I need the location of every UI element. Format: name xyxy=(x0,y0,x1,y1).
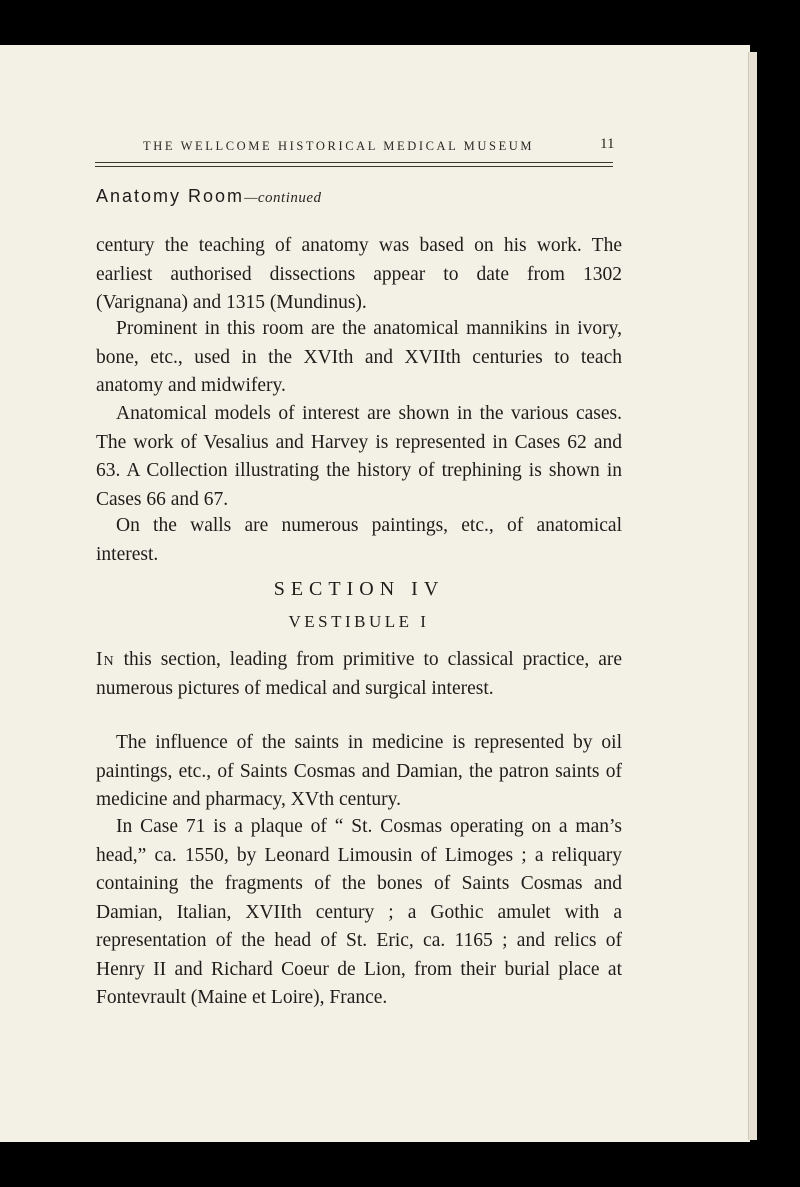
paragraph-2: Prominent in this room are the anatomical mannikins in ivory, bone, etc., used in the XVIth and XVIIth centuries to teach anatomy and midwifery. xyxy=(96,318,622,396)
paragraph-3: Anatomical models of interest are shown in the various cases. The work of Vesalius and Harvey is represented in Cases 62 and 63. A Collection illustrating the history of trephining is shown in Cases 66 and 67. xyxy=(96,403,622,510)
room-heading-continued: —continued xyxy=(244,190,322,206)
page-edge xyxy=(748,52,757,1140)
paragraph-1: century the teaching of anatomy was based on his work. The earliest authorised dissections appear to date from 1302 (Varignana) and 1315 (Mundinus). xyxy=(96,235,622,313)
section-subtitle: VESTIBULE I xyxy=(288,612,430,631)
paragraph-5-body: this section, leading from primitive to classical practice, are numerous pictures of medical and surgical interest. xyxy=(96,649,622,699)
room-heading xyxy=(96,186,322,207)
paragraph-5 xyxy=(96,646,622,703)
paragraph-5-lead: In xyxy=(96,649,115,670)
paragraph-7: In Case 71 is a plaque of “ St. Cosmas operating on a man’s head,” ca. 1550, by Leonard Limousin of Limoges ; a reliquary containing the fragments of the bones of Saints Cosmas and Damian, Italian, XVIIth century ; a Gothic amulet with a representation of the head of St. Eric, ca. 1165 ; and relics of Henry II and Richard Coeur de Lion, from their burial place at Fontevrault (Maine et Loire), France. xyxy=(96,816,622,1008)
page-number: 11 xyxy=(600,136,615,152)
paragraph-6: The influence of the saints in medicine is represented by oil paintings, etc., of Saints Cosmas and Damian, the patron saints of medicine and pharmacy, XVth century. xyxy=(96,732,622,810)
section-title: SECTION IV xyxy=(273,578,445,600)
header-rule xyxy=(95,162,613,163)
room-heading-title: Anatomy Room xyxy=(96,186,245,206)
paragraph-4: On the walls are numerous paintings, etc., of anatomical interest. xyxy=(96,515,622,565)
header-rule-double xyxy=(95,166,613,167)
running-head: THE WELLCOME HISTORICAL MEDICAL MUSEUM xyxy=(143,139,535,153)
